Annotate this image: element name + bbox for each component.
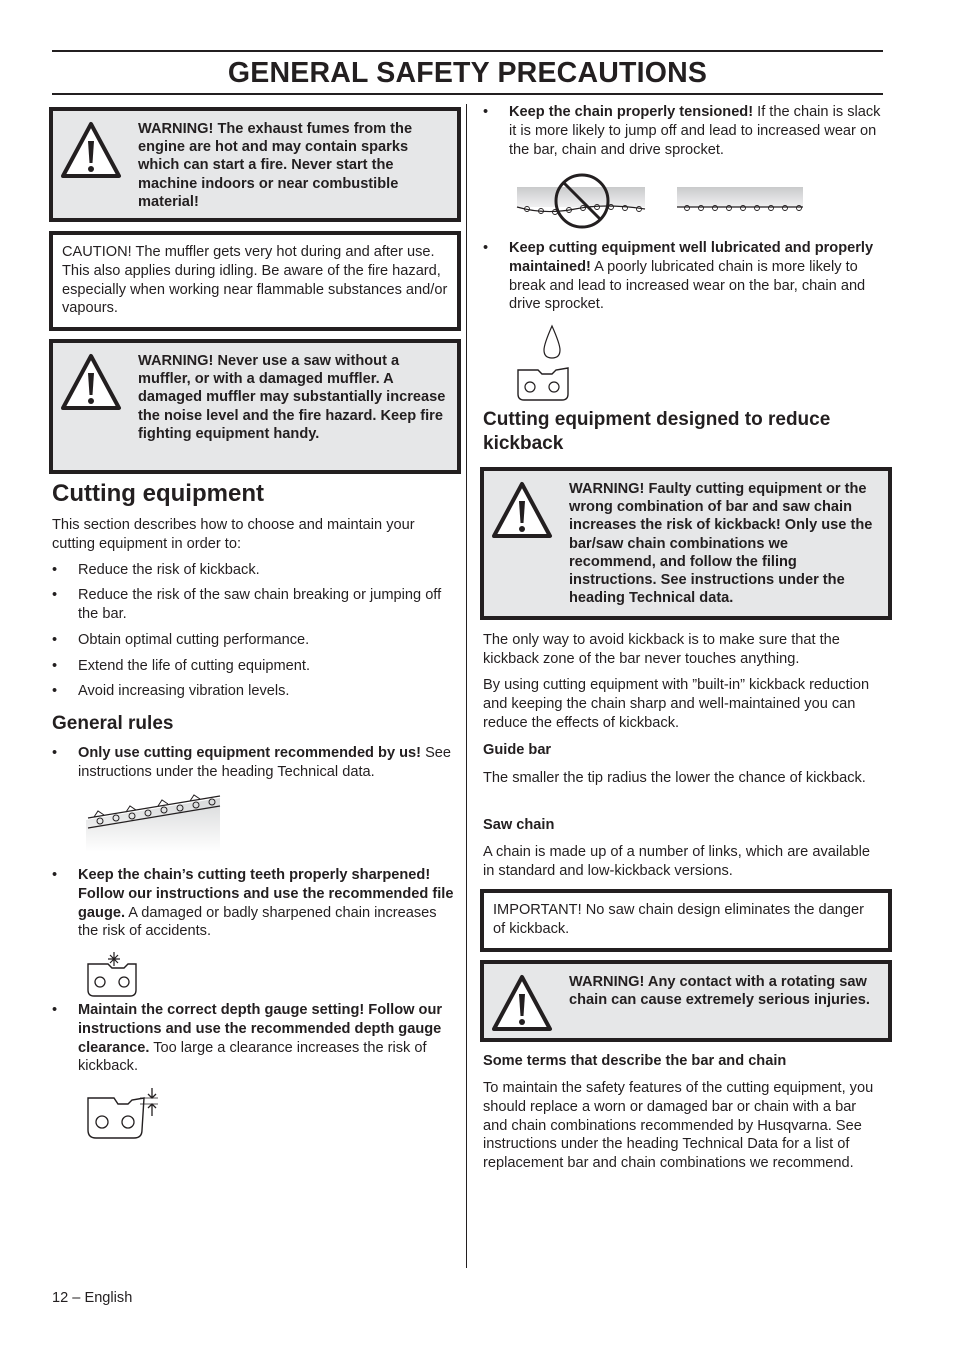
warning-triangle-icon bbox=[60, 121, 122, 179]
warning-text: WARNING! Never use a saw without a muffler, or with a damaged muffler. A damaged muffler may substantially increase the noise level and the fire hazard. Keep fire fighting equipment handy. bbox=[138, 353, 446, 442]
bullet: • bbox=[52, 562, 58, 578]
rule-text: See instructions under the heading Technical data. bbox=[78, 745, 452, 780]
list-item: • Avoid increasing vibration levels. bbox=[52, 683, 290, 699]
saw-chain-icon bbox=[86, 790, 222, 852]
header-rule-top bbox=[52, 50, 883, 52]
important-box bbox=[480, 889, 892, 952]
heading-saw-chain: Saw chain bbox=[483, 817, 555, 833]
warning-box-muffler bbox=[49, 339, 461, 474]
no-slack-chain-icon bbox=[515, 167, 807, 233]
page-number: 12 – English bbox=[52, 1290, 133, 1306]
rule-item bbox=[52, 1001, 458, 1081]
intro-paragraph: This section describes how to choose and maintain your cutting equipment in order to: bbox=[52, 517, 415, 552]
warning-text: WARNING! Any contact with a rotating saw chain can cause extremely serious injuries. bbox=[569, 974, 870, 1009]
chain-tooth-icon bbox=[84, 950, 142, 1000]
section-title-cutting-equipment: Cutting equipment bbox=[52, 480, 264, 507]
list-item: • Reduce the risk of the saw chain breaking or jumping off the bar. bbox=[52, 587, 442, 622]
oil-drop-icon bbox=[514, 322, 574, 404]
bullet: • bbox=[483, 240, 489, 256]
list-item: • Reduce the risk of kickback. bbox=[52, 562, 260, 578]
heading-guide-bar: Guide bar bbox=[483, 742, 552, 758]
list-item: • Obtain optimal cutting performance. bbox=[52, 632, 310, 648]
rule-bold: Only use cutting equipment recommended by us! bbox=[78, 745, 422, 761]
rule-bold: Keep the chain properly tensioned! bbox=[509, 104, 754, 120]
rule-bold: Maintain the correct depth gauge setting! Follow our instructions and use the recommended depth gauge clearance. bbox=[78, 1002, 443, 1056]
bullet: • bbox=[52, 745, 58, 761]
paragraph: The only way to avoid kickback is to make sure that the kickback zone of the bar never touches anything. bbox=[483, 632, 840, 667]
bullet: • bbox=[52, 683, 58, 699]
depth-gauge-icon bbox=[84, 1086, 160, 1142]
column-divider bbox=[466, 104, 467, 1268]
list-item: • Extend the life of cutting equipment. bbox=[52, 658, 311, 674]
warning-box-exhaust bbox=[49, 107, 461, 222]
rule-text: A damaged or badly sharpened chain increases the risk of accidents. bbox=[78, 904, 437, 940]
rule-item bbox=[52, 866, 458, 946]
paragraph: To maintain the safety features of the cutting equipment, you should replace a worn or damaged bar or chain with a bar and chain combinations recommended by Husqvarna. See instructions under the heading Technical Data for a list of replacement bar and chain combinations we recommend. bbox=[483, 1080, 874, 1172]
rule-text: Too large a clearance increases the risk of kickback. bbox=[78, 1039, 427, 1075]
header-rule-bottom bbox=[52, 93, 883, 95]
warning-box-kickback bbox=[480, 467, 892, 620]
rule-bold: Keep cutting equipment well lubricated and properly maintained! bbox=[509, 240, 874, 275]
paragraph: By using cutting equipment with ”built-in” kickback reduction and keeping the chain sharp and well-maintained you can reduce the effects of kickback. bbox=[483, 677, 870, 731]
rule-item bbox=[52, 744, 458, 784]
rule-item bbox=[483, 239, 883, 319]
rule-item bbox=[483, 103, 883, 163]
warning-triangle-icon bbox=[491, 481, 553, 539]
heading-terms: Some terms that describe the bar and chain bbox=[483, 1053, 787, 1069]
subheading-kickback: Cutting equipment designed to reduce kickback bbox=[483, 409, 831, 454]
paragraph: A chain is made up of a number of links, which are available in standard and low-kickback versions. bbox=[483, 844, 870, 879]
rule-text: A poorly lubricated chain is more likely to break and lead to increased wear on the bar, chain and drive sprocket. bbox=[509, 258, 866, 313]
bullet: • bbox=[52, 1002, 58, 1018]
page-title: GENERAL SAFETY PRECAUTIONS bbox=[227, 57, 708, 89]
warning-triangle-icon bbox=[60, 353, 122, 411]
rule-text: If the chain is slack it is more likely to jump off and lead to increased wear on the bar, chain and drive sprocket. bbox=[509, 104, 881, 158]
warning-triangle-icon bbox=[491, 974, 553, 1032]
important-text: IMPORTANT! No saw chain design eliminates the danger of kickback. bbox=[493, 902, 864, 937]
paragraph: The smaller the tip radius the lower the chance of kickback. bbox=[483, 770, 866, 786]
caution-box-muffler bbox=[49, 231, 461, 331]
bullet: • bbox=[52, 867, 58, 883]
bullet: • bbox=[52, 632, 58, 648]
warning-text: WARNING! The exhaust fumes from the engine are hot and may contain sparks which can start a fire. Never start the machine indoors or near combustible material! bbox=[138, 121, 413, 210]
subheading-general-rules: General rules bbox=[52, 713, 174, 734]
caution-text: CAUTION! The muffler gets very hot during and after use. This also applies during idling. Be aware of the fire hazard, especially when working near flammable substances and/or vapours. bbox=[62, 244, 448, 317]
warning-box-rotating-chain bbox=[480, 960, 892, 1042]
warning-text: WARNING! Faulty cutting equipment or the wrong combination of bar and saw chain increases the risk of kickback! Only use the bar/saw chain combinations we recommend, and follow the filing instructions. See instructions under the heading Technical data. bbox=[569, 481, 873, 607]
bullet: • bbox=[483, 104, 489, 120]
bullet: • bbox=[52, 658, 58, 674]
rule-bold: Keep the chain’s cutting teeth properly sharpened! Follow our instructions and use the recommended file gauge. bbox=[78, 867, 454, 921]
bullet: • bbox=[52, 587, 58, 603]
